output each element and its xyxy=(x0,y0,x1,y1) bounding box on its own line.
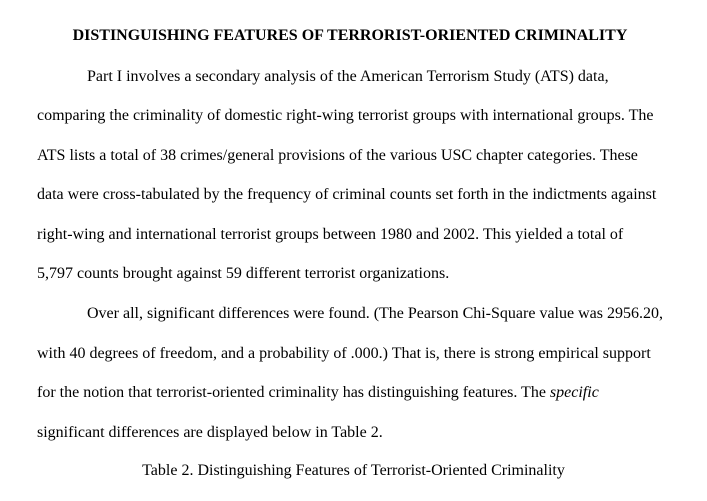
paragraph2-line4: significant differences are displayed below in Table 2. xyxy=(37,424,383,441)
paragraph1-line5: right-wing and international terrorist groups between 1980 and 2002. This yielded a total of xyxy=(37,226,624,243)
paragraph1-line2: comparing the criminality of domestic right-wing terrorist groups with international groups. The xyxy=(37,107,654,124)
paragraph1-line4: data were cross-tabulated by the frequency of criminal counts set forth in the indictments against xyxy=(37,186,657,203)
italic-emphasis: specific xyxy=(549,384,599,401)
paragraph1-line1: Part I involves a secondary analysis of the American Terrorism Study (ATS) data, xyxy=(87,68,609,85)
paragraph2-line3 xyxy=(37,383,599,403)
paragraph1-line3: ATS lists a total of 38 crimes/general provisions of the various USC chapter categories. These xyxy=(37,147,638,164)
paragraph2-line3-text: for the notion that terrorist-oriented criminality has distinguishing features. The xyxy=(37,384,550,401)
table-caption: Table 2. Distinguishing Features of Terrorist-Oriented Criminality xyxy=(142,462,565,479)
paragraph2-line2: with 40 degrees of freedom, and a probability of .000.) That is, there is strong empirical support xyxy=(37,345,651,362)
paragraph2-line1: Over all, significant differences were found. (The Pearson Chi-Square value was 2956.20, xyxy=(87,305,663,322)
section-heading: DISTINGUISHING FEATURES OF TERRORIST-ORIENTED CRIMINALITY xyxy=(72,27,628,44)
paragraph1-line6: 5,797 counts brought against 59 different terrorist organizations. xyxy=(37,265,450,282)
